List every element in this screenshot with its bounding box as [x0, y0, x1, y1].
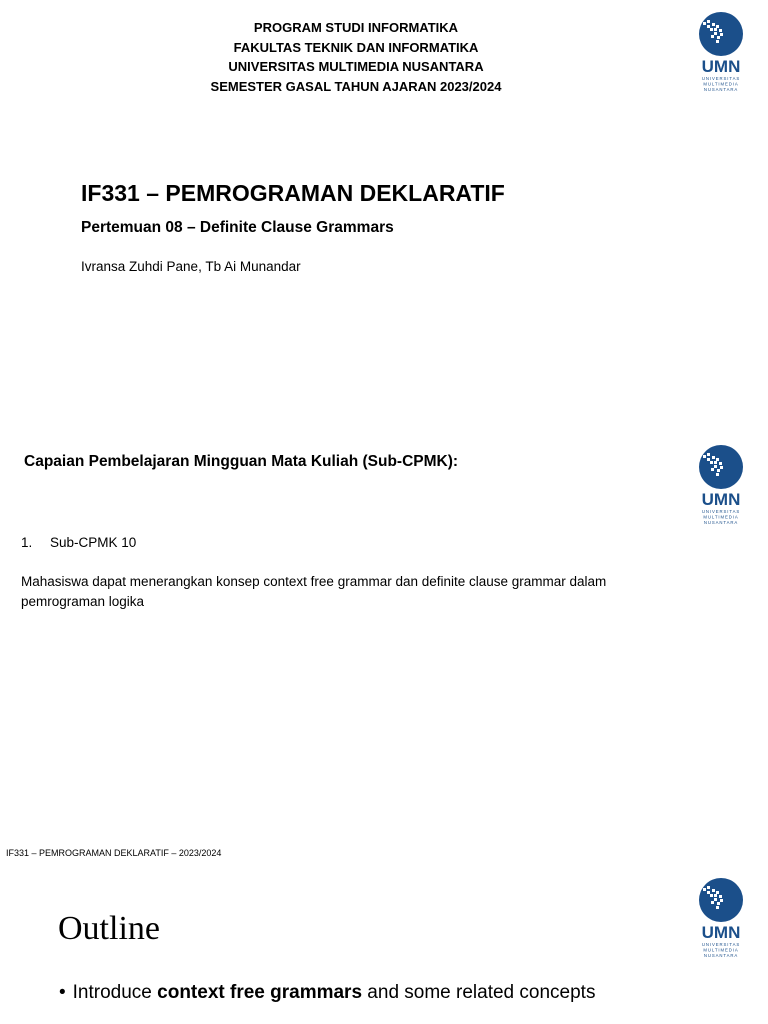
logo-pixel: [719, 895, 722, 898]
logo-pixel: [703, 888, 706, 891]
logo-subtext: NUSANTARA: [703, 520, 739, 525]
logo-pixel: [720, 899, 723, 902]
outline-slide: [0, 868, 768, 1024]
logo-pixel: [714, 894, 717, 897]
course-title: IF331 – PEMROGRAMAN DEKLARATIF: [81, 180, 505, 206]
logo-pixel: [707, 453, 710, 456]
authors: Ivransa Zuhdi Pane, Tb Ai Munandar: [81, 259, 301, 274]
cpmk-list-item: [21, 535, 136, 550]
cpmk-heading: Capaian Pembelajaran Mingguan Mata Kuliah (Sub-CPMK):: [24, 453, 459, 470]
logo-pixel: [714, 32, 717, 35]
logo-subtext: MULTIMEDIA: [703, 947, 739, 953]
header-line-semester: SEMESTER GASAL TAHUN AJARAN 2023/2024: [210, 78, 502, 94]
logo-wordmark: UMN: [701, 923, 741, 942]
logo-pixel: [716, 891, 719, 894]
logo-subtext: UNIVERSITAS: [701, 509, 741, 514]
header-line-university: UNIVERSITAS MULTIMEDIA NUSANTARA: [228, 59, 484, 74]
umn-logo: [693, 444, 749, 532]
outline-title: Outline: [58, 910, 160, 947]
session-title: Pertemuan 08 – Definite Clause Grammars: [81, 219, 394, 236]
umn-emblem-icon: [693, 444, 749, 532]
cpmk-item-number: 1.: [21, 535, 33, 550]
logo-pixel: [714, 461, 717, 464]
institution-header: [150, 18, 562, 96]
logo-pixel: [720, 33, 723, 36]
logo-pixel: [719, 29, 722, 32]
umn-logo: [693, 11, 749, 99]
logo-pixel: [712, 456, 715, 459]
logo-pixel: [714, 898, 717, 901]
logo-pixel: [716, 906, 719, 909]
logo-subtext: NUSANTARA: [703, 953, 739, 958]
umn-emblem-icon: [693, 11, 749, 99]
logo-subtext: UNIVERSITAS: [701, 942, 741, 947]
logo-pixel: [716, 25, 719, 28]
header-line-faculty: FAKULTAS TEKNIK DAN INFORMATIKA: [233, 39, 479, 55]
logo-pixel: [711, 35, 714, 38]
logo-pixel: [707, 891, 710, 894]
logo-pixel: [716, 458, 719, 461]
title-slide: [0, 0, 768, 430]
bullet-prefix: Introduce: [72, 982, 158, 1003]
logo-pixel: [703, 455, 706, 458]
header-line-program: PROGRAM STUDI INFORMATIKA: [253, 20, 459, 35]
logo-pixel: [719, 462, 722, 465]
logo-pixel: [710, 28, 713, 31]
logo-pixel: [707, 25, 710, 28]
logo-pixel: [717, 469, 720, 472]
logo-subtext: MULTIMEDIA: [703, 514, 739, 520]
logo-pixel: [703, 22, 706, 25]
slide-footer: IF331 – PEMROGRAMAN DEKLARATIF – 2023/2024: [6, 848, 222, 858]
logo-pixel: [710, 461, 713, 464]
logo-wordmark: UMN: [701, 490, 741, 509]
logo-pixel: [711, 901, 714, 904]
bullet-suffix: and some related concepts: [362, 982, 596, 1003]
cpmk-item-label: Sub-CPMK 10: [50, 535, 137, 550]
umn-emblem-icon: [693, 877, 749, 965]
logo-pixel: [707, 458, 710, 461]
outline-bullet: [59, 982, 595, 1004]
logo-pixel: [711, 468, 714, 471]
logo-pixel: [707, 886, 710, 889]
logo-pixel: [716, 40, 719, 43]
logo-pixel: [717, 36, 720, 39]
logo-pixel: [720, 466, 723, 469]
logo-wordmark: UMN: [701, 57, 741, 76]
bullet-bold-text: context free grammars: [157, 982, 363, 1003]
cpmk-description: Mahasiswa dapat menerangkan konsep context free grammar dan definite clause grammar dalam pemrograman logika: [21, 574, 607, 609]
logo-pixel: [710, 894, 713, 897]
logo-subtext: UNIVERSITAS: [701, 76, 741, 81]
logo-pixel: [712, 889, 715, 892]
logo-subtext: NUSANTARA: [703, 87, 739, 92]
bullet-icon: •: [59, 982, 66, 1003]
logo-pixel: [707, 20, 710, 23]
logo-subtext: MULTIMEDIA: [703, 81, 739, 87]
logo-pixel: [714, 28, 717, 31]
logo-pixel: [717, 902, 720, 905]
logo-pixel: [716, 473, 719, 476]
logo-pixel: [714, 465, 717, 468]
sub-cpmk-slide: [0, 430, 768, 868]
logo-pixel: [712, 23, 715, 26]
umn-logo: [693, 877, 749, 965]
